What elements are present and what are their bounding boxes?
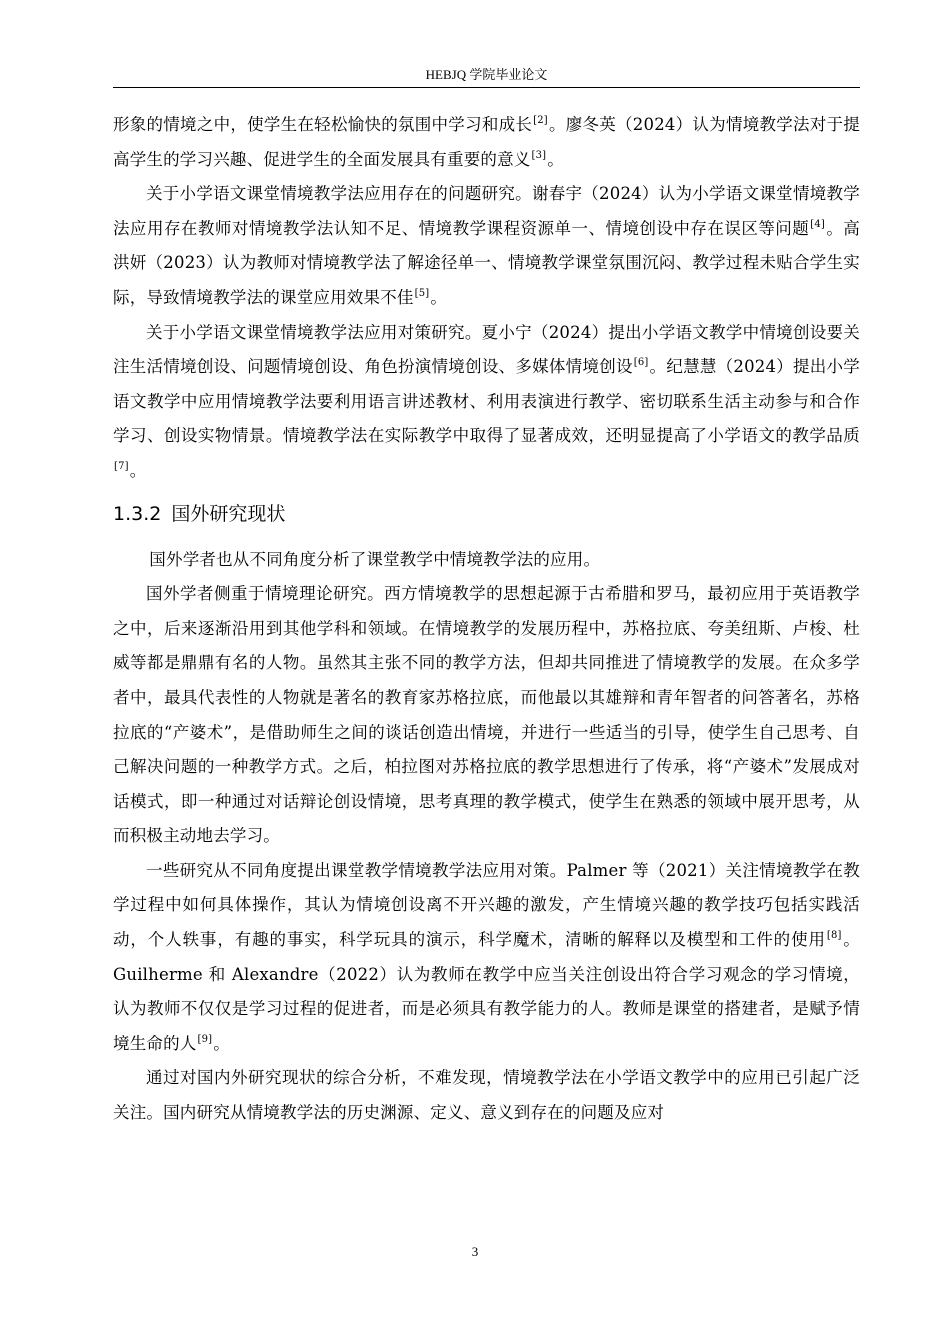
section-heading xyxy=(113,499,860,529)
running-header: HEBJQ 学院毕业论文 xyxy=(425,67,548,82)
paragraph: 关于小学语文课堂情境教学法应用对策研究。夏小宁（2024）提出小学语文教学中情境创设要关注生活情境创设、问题情境创设、角色扮演情境创设、多媒体情境创设[6]。纪慧慧（2024）提出小学语文教学中应用情境教学法要利用语言讲述教材、利用表演进行教学、密切联系生活主动参与和合作学习、创设实物情景。情境教学法在实际教学中取得了显著成效，还明显提高了小学语文的教学品质[7]。 xyxy=(113,322,860,480)
paragraph: 一些研究从不同角度提出课堂教学情境教学法应用对策。Palmer 等（2021）关注情境教学在教学过程中如何具体操作，其认为情境创设离不开兴趣的激发，产生情境兴趣的教学技巧包括实践活动，个人轶事，有趣的事实，科学玩具的演示，科学魔术，清晰的解释以及模型和工件的使用[8]。Guilherme 和 Alexandre（2022）认为教师在教学中应当关注创设出符合学习观念的学习情境，认为教师不仅仅是学习过程的促进者，而是必须具有教学能力的人。教师是课堂的搭建者，是赋予情境生命的人[9]。 xyxy=(113,860,860,1053)
section-number: 1.3.2 xyxy=(113,502,162,525)
citation: [6] xyxy=(633,357,649,369)
paragraph: 国外学者侧重于情境理论研究。西方情境教学的思想起源于古希腊和罗马，最初应用于英语教学之中，后来逐渐沿用到其他学科和领域。在情境教学的发展历程中，苏格拉底、夸美纽斯、卢梭、杜威等都是鼎鼎有名的人物。虽然其主张不同的教学方法，但却共同推进了情境教学的发展。在众多学者中，最具代表性的人物就是著名的教育家苏格拉底，而他最以其雄辩和青年智者的问答著名，苏格拉底的“产婆术”，是借助师生之间的谈话创造出情境，并进行一些适当的引导，使学生自己思考、自己解决问题的一种教学方式。之后，柏拉图对苏格拉底的教学思想进行了传承，将“产婆术”发展成对话模式，即一种通过对话辩论创设情境，思考真理的教学模式，使学生在熟悉的领域中展开思考，从而积极主动地去学习。 xyxy=(113,584,860,846)
paragraph: 形象的情境之中，使学生在轻松愉快的氛围中学习和成长[2]。廖冬英（2024）认为情境教学法对于提高学生的学习兴趣、促进学生的全面发展具有重要的意义[3]。 xyxy=(113,115,861,169)
paragraph: 国外学者也从不同角度分析了课堂教学中情境教学法的应用。 xyxy=(149,549,601,569)
citation: [9] xyxy=(197,1033,213,1045)
citation: [7] xyxy=(114,460,129,472)
citation: [8] xyxy=(826,930,842,942)
citation: [2] xyxy=(533,115,548,126)
citation: [4] xyxy=(810,218,826,230)
section-title: 国外研究现状 xyxy=(171,502,286,525)
page-body xyxy=(113,108,860,1131)
citation: [3] xyxy=(531,149,547,161)
paragraph: 关于小学语文课堂情境教学法应用存在的问题研究。谢春宇（2024）认为小学语文课堂情境教学法应用存在教师对情境教学法认知不足、情境教学课程资源单一、情境创设中存在误区等问题[4]。高洪妍（2023）认为教师对情境教学法了解途径单一、情境教学课堂氛围沉闷、教学过程未贴合学生实际，导致情境教学法的课堂应用效果不佳[5]。 xyxy=(113,184,860,307)
citation: [5] xyxy=(414,287,430,299)
header-rule xyxy=(113,87,860,88)
page-number: 3 xyxy=(471,1244,479,1259)
paragraph: 通过对国内外研究现状的综合分析，不难发现，情境教学法在小学语文教学中的应用已引起广泛关注。国内研究从情境教学法的历史渊源、定义、意义到存在的问题及应对 xyxy=(113,1068,860,1123)
